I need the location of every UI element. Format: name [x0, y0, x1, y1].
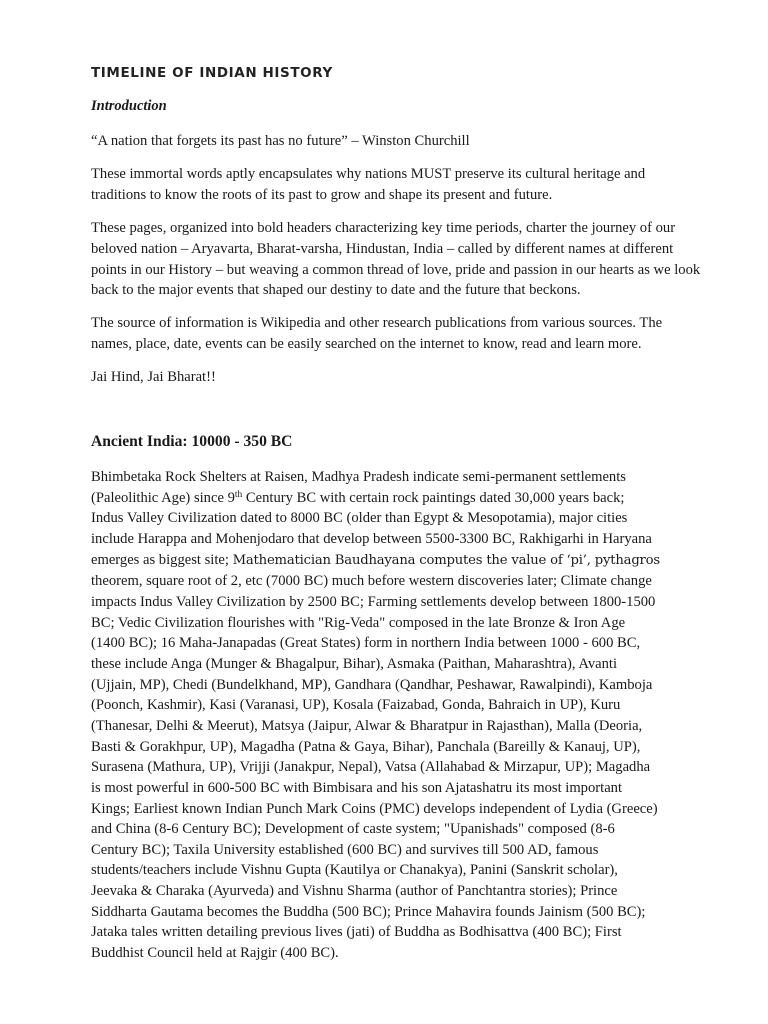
paragraph-line: Century BC); Taxila University established (600 BC) and survives till 500 AD, famous: [91, 841, 599, 858]
line-text: (Paleolithic Age) since 9: [91, 489, 235, 506]
paragraph-line: [91, 550, 691, 572]
intro-paragraph-1: These immortal words aptly encapsulates why nations MUST preserve its cultural heritage and traditions to know the roots of its past to grow and shape its present and future.: [91, 166, 646, 203]
paragraph-line: (1400 BC); 16 Maha-Janapadas (Great States) form in northern India between 1000 - 600 BC,: [91, 635, 641, 652]
paragraph-line: Siddharta Gautama becomes the Buddha (500 BC); Prince Mahavira founds Jainism (500 BC);: [91, 903, 646, 920]
paragraph-line: is most powerful in 600-500 BC with Bimbisara and his son Ajatashatru its most important: [91, 779, 623, 796]
paragraph-line: Bhimbetaka Rock Shelters at Raisen, Madhya Pradesh indicate semi-permanent settlements: [91, 469, 626, 485]
paragraph-line: Surasena (Mathura, UP), Vrijji (Janakpur, Nepal), Vatsa (Allahabad & Mirzapur, UP); Magadha: [91, 759, 651, 776]
paragraph-line: BC; Vedic Civilization flourishes with "Rig-Veda" composed in the late Bronze & Iron Age: [91, 614, 626, 631]
paragraph-line: include Harappa and Mohenjodaro that develop between 5500-3300 BC, Rakhigarhi in Haryana: [91, 530, 652, 547]
introduction-heading: Introduction: [91, 98, 167, 114]
document-title: TIMELINE OF INDIAN HISTORY: [91, 65, 333, 81]
baudhayana-sentence: Mathematician Baudhayana computes the value of ‘pi’, pythagros: [232, 552, 660, 568]
paragraph-line: and China (8-6 Century BC); Development of caste system; "Upanishads" composed (8-6: [91, 821, 615, 838]
intro-paragraph-2: These pages, organized into bold headers characterizing key time periods, charter the journey of our beloved nation – Aryavarta, Bharat-varsha, Hindustan, India – called by different names at different points in our History – but weaving a common thread of love, pride and passion in our hearts as we look back to the major events that shaped our destiny to date and the future that beckons.: [91, 220, 701, 299]
paragraph-line: Jeevaka & Charaka (Ayurveda) and Vishnu Sharma (author of Panchtantra stories); Prince: [91, 883, 618, 900]
churchill-quote: “A nation that forgets its past has no future” – Winston Churchill: [91, 133, 470, 149]
paragraph-line: (Thanesar, Delhi & Meerut), Matsya (Jaipur, Alwar & Bharatpur in Rajasthan), Malla (Deoria,: [91, 717, 643, 734]
paragraph-line: (Ujjain, MP), Chedi (Bundelkhand, MP), Gandhara (Qandhar, Peshawar, Rawalpindi), Kamboja: [91, 676, 653, 693]
line-text: Century BC with certain rock paintings dated 30,000 years back;: [242, 489, 625, 506]
paragraph-line: theorem, square root of 2, etc (7000 BC) much before western discoveries later; Climate change: [91, 573, 652, 590]
intro-paragraph-3: The source of information is Wikipedia and other research publications from various sources. The names, place, date, events can be easily searched on the internet to know, read and learn more.: [91, 315, 663, 352]
paragraph-line: these include Anga (Munger & Bhagalpur, Bihar), Asmaka (Paithan, Maharashtra), Avanti: [91, 655, 618, 672]
ordinal-superscript: th: [234, 489, 243, 500]
section-heading-ancient-india: Ancient India: 10000 - 350 BC: [91, 433, 293, 450]
closing-salutation: Jai Hind, Jai Bharat!!: [91, 369, 216, 385]
paragraph-line: [91, 488, 691, 509]
paragraph-line: Basti & Gorakhpur, UP), Magadha (Patna & Gaya, Bihar), Panchala (Bareilly & Kanauj, UP),: [91, 738, 641, 755]
paragraph-line: Buddhist Council held at Rajgir (400 BC).: [91, 945, 339, 962]
paragraph-line: Jataka tales written detailing previous lives (jati) of Buddha as Bodhisattva (400 BC); First: [91, 924, 622, 941]
paragraph-line: Kings; Earliest known Indian Punch Mark Coins (PMC) develops independent of Lydia (Greece): [91, 800, 658, 817]
paragraph-line: impacts Indus Valley Civilization by 2500 BC; Farming settlements develop between 1800-1500: [91, 593, 656, 610]
line-text: emerges as biggest site;: [91, 551, 233, 568]
paragraph-line: (Poonch, Kashmir), Kasi (Varanasi, UP), Kosala (Faizabad, Gonda, Bahraich in UP), Kuru: [91, 697, 621, 714]
paragraph-line: students/teachers include Vishnu Gupta (Kautilya or Chanakya), Panini (Sanskrit scholar),: [91, 862, 618, 879]
paragraph-line: Indus Valley Civilization dated to 8000 BC (older than Egypt & Mesopotamia), major cities: [91, 510, 628, 527]
ancient-india-paragraph: [91, 467, 691, 964]
